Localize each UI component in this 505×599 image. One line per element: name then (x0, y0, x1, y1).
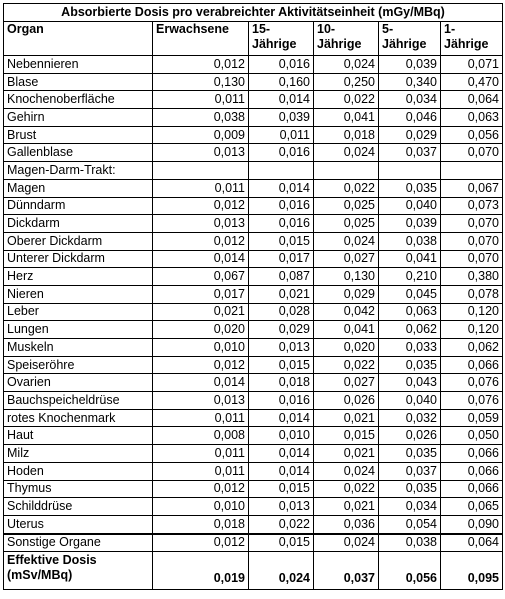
dose-value-cell: 0,013 (249, 498, 314, 516)
organ-cell: Effektive Dosis (mSv/MBq) (4, 552, 153, 590)
organ-cell: Nieren (4, 285, 153, 303)
dose-value-cell: 0,087 (249, 268, 314, 286)
dose-value-cell: 0,022 (314, 480, 379, 498)
dose-value-cell: 0,011 (153, 179, 249, 197)
dose-value-cell: 0,018 (249, 374, 314, 392)
dose-value-cell: 0,014 (249, 409, 314, 427)
table-row (4, 285, 503, 303)
dose-value-cell: 0,070 (441, 250, 503, 268)
dose-value-cell: 0,015 (314, 427, 379, 445)
dose-value-cell: 0,016 (249, 197, 314, 215)
dose-value-cell: 0,011 (153, 445, 249, 463)
table-row (4, 392, 503, 410)
dose-value-cell: 0,024 (249, 552, 314, 590)
dose-value-cell: 0,078 (441, 285, 503, 303)
table-row (4, 303, 503, 321)
header-15-years: 15- Jährige (249, 22, 314, 56)
dose-value-cell: 0,015 (249, 356, 314, 374)
dose-value-cell: 0,040 (379, 197, 441, 215)
dose-value-cell: 0,064 (441, 534, 503, 552)
dose-value-cell: 0,034 (379, 498, 441, 516)
dose-value-cell: 0,018 (314, 126, 379, 144)
table-row (4, 91, 503, 109)
table-row (4, 144, 503, 162)
header-10-years: 10- Jährige (314, 22, 379, 56)
dose-value-cell: 0,020 (314, 339, 379, 357)
dose-value-cell (249, 162, 314, 180)
dose-value-cell: 0,020 (153, 321, 249, 339)
dose-value-cell: 0,033 (379, 339, 441, 357)
dose-value-cell: 0,066 (441, 462, 503, 480)
organ-cell: Thymus (4, 480, 153, 498)
table-row (4, 73, 503, 91)
dose-value-cell: 0,070 (441, 144, 503, 162)
dose-value-cell: 0,013 (153, 392, 249, 410)
dose-value-cell: 0,010 (153, 339, 249, 357)
table-row (4, 374, 503, 392)
dose-value-cell: 0,022 (314, 356, 379, 374)
organ-cell: Gehirn (4, 109, 153, 127)
table-row (4, 498, 503, 516)
dose-value-cell: 0,015 (249, 232, 314, 250)
dose-value-cell: 0,018 (153, 515, 249, 533)
dose-value-cell: 0,014 (249, 179, 314, 197)
table-title: Absorbierte Dosis pro verabreichter Aktivitätseinheit (mGy/MBq) (4, 4, 503, 22)
organ-cell: Milz (4, 445, 153, 463)
dose-value-cell: 0,017 (249, 250, 314, 268)
dose-value-cell: 0,038 (153, 109, 249, 127)
dose-value-cell: 0,024 (314, 534, 379, 552)
dose-value-cell: 0,035 (379, 356, 441, 374)
header-adults: Erwachsene (153, 22, 249, 56)
dose-value-cell: 0,041 (314, 109, 379, 127)
dose-value-cell: 0,021 (314, 445, 379, 463)
dose-value-cell: 0,025 (314, 215, 379, 233)
dose-value-cell: 0,038 (379, 232, 441, 250)
dose-value-cell: 0,063 (379, 303, 441, 321)
organ-cell: Bauchspeicheldrüse (4, 392, 153, 410)
table-row (4, 480, 503, 498)
dose-value-cell: 0,039 (379, 215, 441, 233)
dose-value-cell: 0,010 (153, 498, 249, 516)
dose-value-cell: 0,035 (379, 480, 441, 498)
dose-value-cell: 0,120 (441, 321, 503, 339)
dose-value-cell: 0,041 (379, 250, 441, 268)
dose-value-cell: 0,035 (379, 445, 441, 463)
dose-value-cell: 0,380 (441, 268, 503, 286)
organ-cell: rotes Knochenmark (4, 409, 153, 427)
dose-value-cell: 0,014 (249, 462, 314, 480)
table-row (4, 268, 503, 286)
dose-value-cell: 0,014 (153, 374, 249, 392)
dose-value-cell: 0,013 (153, 215, 249, 233)
dose-value-cell: 0,013 (249, 339, 314, 357)
dose-value-cell: 0,038 (379, 534, 441, 552)
organ-cell: Magen-Darm-Trakt: (4, 162, 153, 180)
dose-value-cell: 0,064 (441, 91, 503, 109)
dose-value-cell: 0,040 (379, 392, 441, 410)
dose-value-cell: 0,130 (314, 268, 379, 286)
dose-value-cell: 0,073 (441, 197, 503, 215)
dose-value-cell: 0,066 (441, 445, 503, 463)
dose-value-cell: 0,054 (379, 515, 441, 533)
dose-value-cell: 0,066 (441, 356, 503, 374)
organ-cell: Schilddrüse (4, 498, 153, 516)
table-row (4, 126, 503, 144)
dose-value-cell: 0,029 (249, 321, 314, 339)
dose-value-cell (314, 162, 379, 180)
dose-value-cell: 0,062 (379, 321, 441, 339)
dose-value-cell: 0,028 (249, 303, 314, 321)
dose-value-cell: 0,210 (379, 268, 441, 286)
organ-cell: Ovarien (4, 374, 153, 392)
dose-table-container (3, 3, 502, 590)
organ-cell: Uterus (4, 515, 153, 533)
organ-cell: Haut (4, 427, 153, 445)
organ-cell: Dickdarm (4, 215, 153, 233)
dose-value-cell: 0,340 (379, 73, 441, 91)
table-row (4, 56, 503, 74)
table-row (4, 179, 503, 197)
dose-value-cell: 0,008 (153, 427, 249, 445)
dose-value-cell: 0,039 (379, 56, 441, 74)
organ-cell: Unterer Dickdarm (4, 250, 153, 268)
dose-value-cell: 0,021 (153, 303, 249, 321)
organ-cell: Blase (4, 73, 153, 91)
dose-value-cell: 0,024 (314, 144, 379, 162)
dose-value-cell: 0,027 (314, 250, 379, 268)
table-row (4, 232, 503, 250)
organ-cell: Speiseröhre (4, 356, 153, 374)
dose-value-cell: 0,017 (153, 285, 249, 303)
dose-value-cell: 0,009 (153, 126, 249, 144)
dose-value-cell: 0,026 (314, 392, 379, 410)
dose-value-cell: 0,021 (314, 409, 379, 427)
dose-value-cell: 0,043 (379, 374, 441, 392)
dose-value-cell: 0,095 (441, 552, 503, 590)
table-header-row (4, 22, 503, 56)
dose-value-cell: 0,029 (379, 126, 441, 144)
table-row (4, 427, 503, 445)
dose-value-cell: 0,021 (249, 285, 314, 303)
table-row (4, 462, 503, 480)
dose-value-cell: 0,470 (441, 73, 503, 91)
table-row (4, 445, 503, 463)
dose-value-cell: 0,015 (249, 480, 314, 498)
dose-value-cell: 0,013 (153, 144, 249, 162)
dose-value-cell: 0,014 (249, 91, 314, 109)
dose-value-cell: 0,011 (249, 126, 314, 144)
organ-cell: Magen (4, 179, 153, 197)
dose-value-cell: 0,071 (441, 56, 503, 74)
dose-value-cell: 0,160 (249, 73, 314, 91)
dose-value-cell: 0,022 (249, 515, 314, 533)
dose-value-cell: 0,027 (314, 374, 379, 392)
table-row (4, 321, 503, 339)
dose-value-cell: 0,012 (153, 480, 249, 498)
dose-value-cell: 0,012 (153, 56, 249, 74)
dose-value-cell: 0,022 (314, 179, 379, 197)
dose-value-cell: 0,016 (249, 392, 314, 410)
dose-value-cell: 0,011 (153, 91, 249, 109)
dose-value-cell: 0,076 (441, 374, 503, 392)
dose-value-cell: 0,067 (153, 268, 249, 286)
dose-value-cell: 0,070 (441, 232, 503, 250)
header-5-years: 5- Jährige (379, 22, 441, 56)
dose-value-cell: 0,050 (441, 427, 503, 445)
dose-value-cell: 0,014 (153, 250, 249, 268)
table-row (4, 162, 503, 180)
dose-value-cell (153, 162, 249, 180)
dose-value-cell: 0,250 (314, 73, 379, 91)
dose-value-cell: 0,036 (314, 515, 379, 533)
dose-value-cell: 0,037 (314, 552, 379, 590)
dose-value-cell: 0,062 (441, 339, 503, 357)
dose-value-cell: 0,015 (249, 534, 314, 552)
header-organ: Organ (4, 22, 153, 56)
dose-value-cell: 0,011 (153, 462, 249, 480)
dose-value-cell: 0,076 (441, 392, 503, 410)
dose-value-cell: 0,012 (153, 534, 249, 552)
dose-table (3, 3, 503, 590)
dose-value-cell: 0,024 (314, 462, 379, 480)
dose-value-cell: 0,014 (249, 445, 314, 463)
dose-value-cell: 0,012 (153, 356, 249, 374)
dose-value-cell: 0,045 (379, 285, 441, 303)
dose-value-cell: 0,011 (153, 409, 249, 427)
dose-value-cell: 0,041 (314, 321, 379, 339)
table-row (4, 215, 503, 233)
organ-cell: Herz (4, 268, 153, 286)
dose-value-cell (441, 162, 503, 180)
table-row (4, 356, 503, 374)
table-row (4, 250, 503, 268)
dose-value-cell: 0,070 (441, 215, 503, 233)
dose-value-cell: 0,019 (153, 552, 249, 590)
dose-value-cell: 0,056 (441, 126, 503, 144)
effective-dose-row (4, 552, 503, 590)
table-row (4, 339, 503, 357)
dose-value-cell: 0,067 (441, 179, 503, 197)
organ-cell: Brust (4, 126, 153, 144)
dose-value-cell: 0,034 (379, 91, 441, 109)
dose-value-cell: 0,039 (249, 109, 314, 127)
organ-cell: Dünndarm (4, 197, 153, 215)
table-row (4, 409, 503, 427)
dose-value-cell: 0,063 (441, 109, 503, 127)
dose-value-cell (379, 162, 441, 180)
organ-cell: Sonstige Organe (4, 534, 153, 552)
dose-value-cell: 0,120 (441, 303, 503, 321)
dose-value-cell: 0,065 (441, 498, 503, 516)
dose-value-cell: 0,025 (314, 197, 379, 215)
organ-cell: Muskeln (4, 339, 153, 357)
dose-value-cell: 0,059 (441, 409, 503, 427)
organ-cell: Knochenoberfläche (4, 91, 153, 109)
dose-value-cell: 0,029 (314, 285, 379, 303)
dose-value-cell: 0,046 (379, 109, 441, 127)
dose-value-cell: 0,016 (249, 56, 314, 74)
organ-cell: Hoden (4, 462, 153, 480)
organ-cell: Leber (4, 303, 153, 321)
dose-value-cell: 0,022 (314, 91, 379, 109)
dose-value-cell: 0,012 (153, 232, 249, 250)
dose-value-cell: 0,010 (249, 427, 314, 445)
organ-cell: Nebennieren (4, 56, 153, 74)
dose-value-cell: 0,032 (379, 409, 441, 427)
table-row (4, 197, 503, 215)
dose-value-cell: 0,021 (314, 498, 379, 516)
table-row (4, 109, 503, 127)
dose-value-cell: 0,035 (379, 179, 441, 197)
organ-cell: Lungen (4, 321, 153, 339)
other-organs-row (4, 534, 503, 552)
dose-value-cell: 0,090 (441, 515, 503, 533)
table-title-row (4, 4, 503, 22)
organ-cell: Oberer Dickdarm (4, 232, 153, 250)
organ-cell: Gallenblase (4, 144, 153, 162)
dose-value-cell: 0,016 (249, 215, 314, 233)
dose-value-cell: 0,012 (153, 197, 249, 215)
dose-value-cell: 0,037 (379, 144, 441, 162)
dose-value-cell: 0,024 (314, 232, 379, 250)
header-1-year: 1- Jährige (441, 22, 503, 56)
dose-value-cell: 0,026 (379, 427, 441, 445)
dose-value-cell: 0,016 (249, 144, 314, 162)
dose-value-cell: 0,056 (379, 552, 441, 590)
table-row (4, 515, 503, 533)
dose-value-cell: 0,066 (441, 480, 503, 498)
dose-value-cell: 0,037 (379, 462, 441, 480)
dose-value-cell: 0,024 (314, 56, 379, 74)
dose-value-cell: 0,130 (153, 73, 249, 91)
dose-value-cell: 0,042 (314, 303, 379, 321)
